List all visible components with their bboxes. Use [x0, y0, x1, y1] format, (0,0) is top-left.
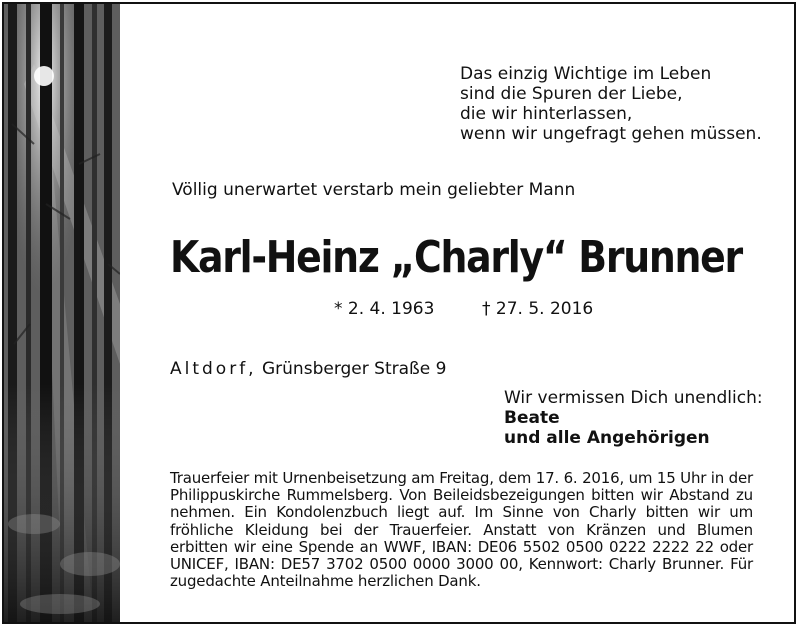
intro-text: Völlig unerwartet verstarb mein geliebter Mann	[172, 180, 576, 200]
funeral-notice: Trauerfeier mit Urnenbeisetzung am Freitag, dem 17. 6. 2016, um 15 Uhr in der Philippuskirche Rummelsberg. Von Beileidsbezeigungen bitten wir Abstand zu nehmen. Ein Kondolenzbuch liegt auf. Im Sinne von Charly bitten wir um fröhliche Kleidung bei der Trauerfeier. Anstatt von Kränzen und Blumen erbitten wir eine Spende an WWF, IBAN: DE06 5502 0500 0222 2222 22 oder UNICEF, IBAN: DE57 3702 0500 0000 3000 00, Kennwort: Charly Brunner. Für zugedachte Anteilnahme herzlichen Dank.	[170, 469, 753, 591]
mourners-line: Wir vermissen Dich unendlich:	[504, 388, 763, 408]
deceased-name: Karl-Heinz „Charly“ Brunner	[170, 232, 742, 283]
address-town: Altdorf,	[170, 359, 257, 379]
birth-date: * 2. 4. 1963	[334, 299, 435, 319]
address-street: Grünsberger Straße 9	[256, 359, 447, 379]
mourners-block	[504, 388, 763, 448]
address	[170, 359, 446, 379]
poem-line: Das einzig Wichtige im Leben	[460, 64, 712, 84]
mourner-name: Beate	[504, 408, 560, 428]
poem-line: die wir hinterlassen,	[460, 104, 633, 124]
poem	[460, 64, 762, 144]
obituary-frame	[2, 2, 796, 624]
mourner-family: und alle Angehörigen	[504, 428, 710, 448]
poem-line: wenn wir ungefragt gehen müssen.	[460, 124, 762, 144]
forest-photo	[4, 4, 120, 622]
obituary-content	[120, 4, 794, 622]
death-date: † 27. 5. 2016	[482, 299, 594, 319]
poem-line: sind die Spuren der Liebe,	[460, 84, 683, 104]
forest-illustration	[4, 4, 120, 622]
